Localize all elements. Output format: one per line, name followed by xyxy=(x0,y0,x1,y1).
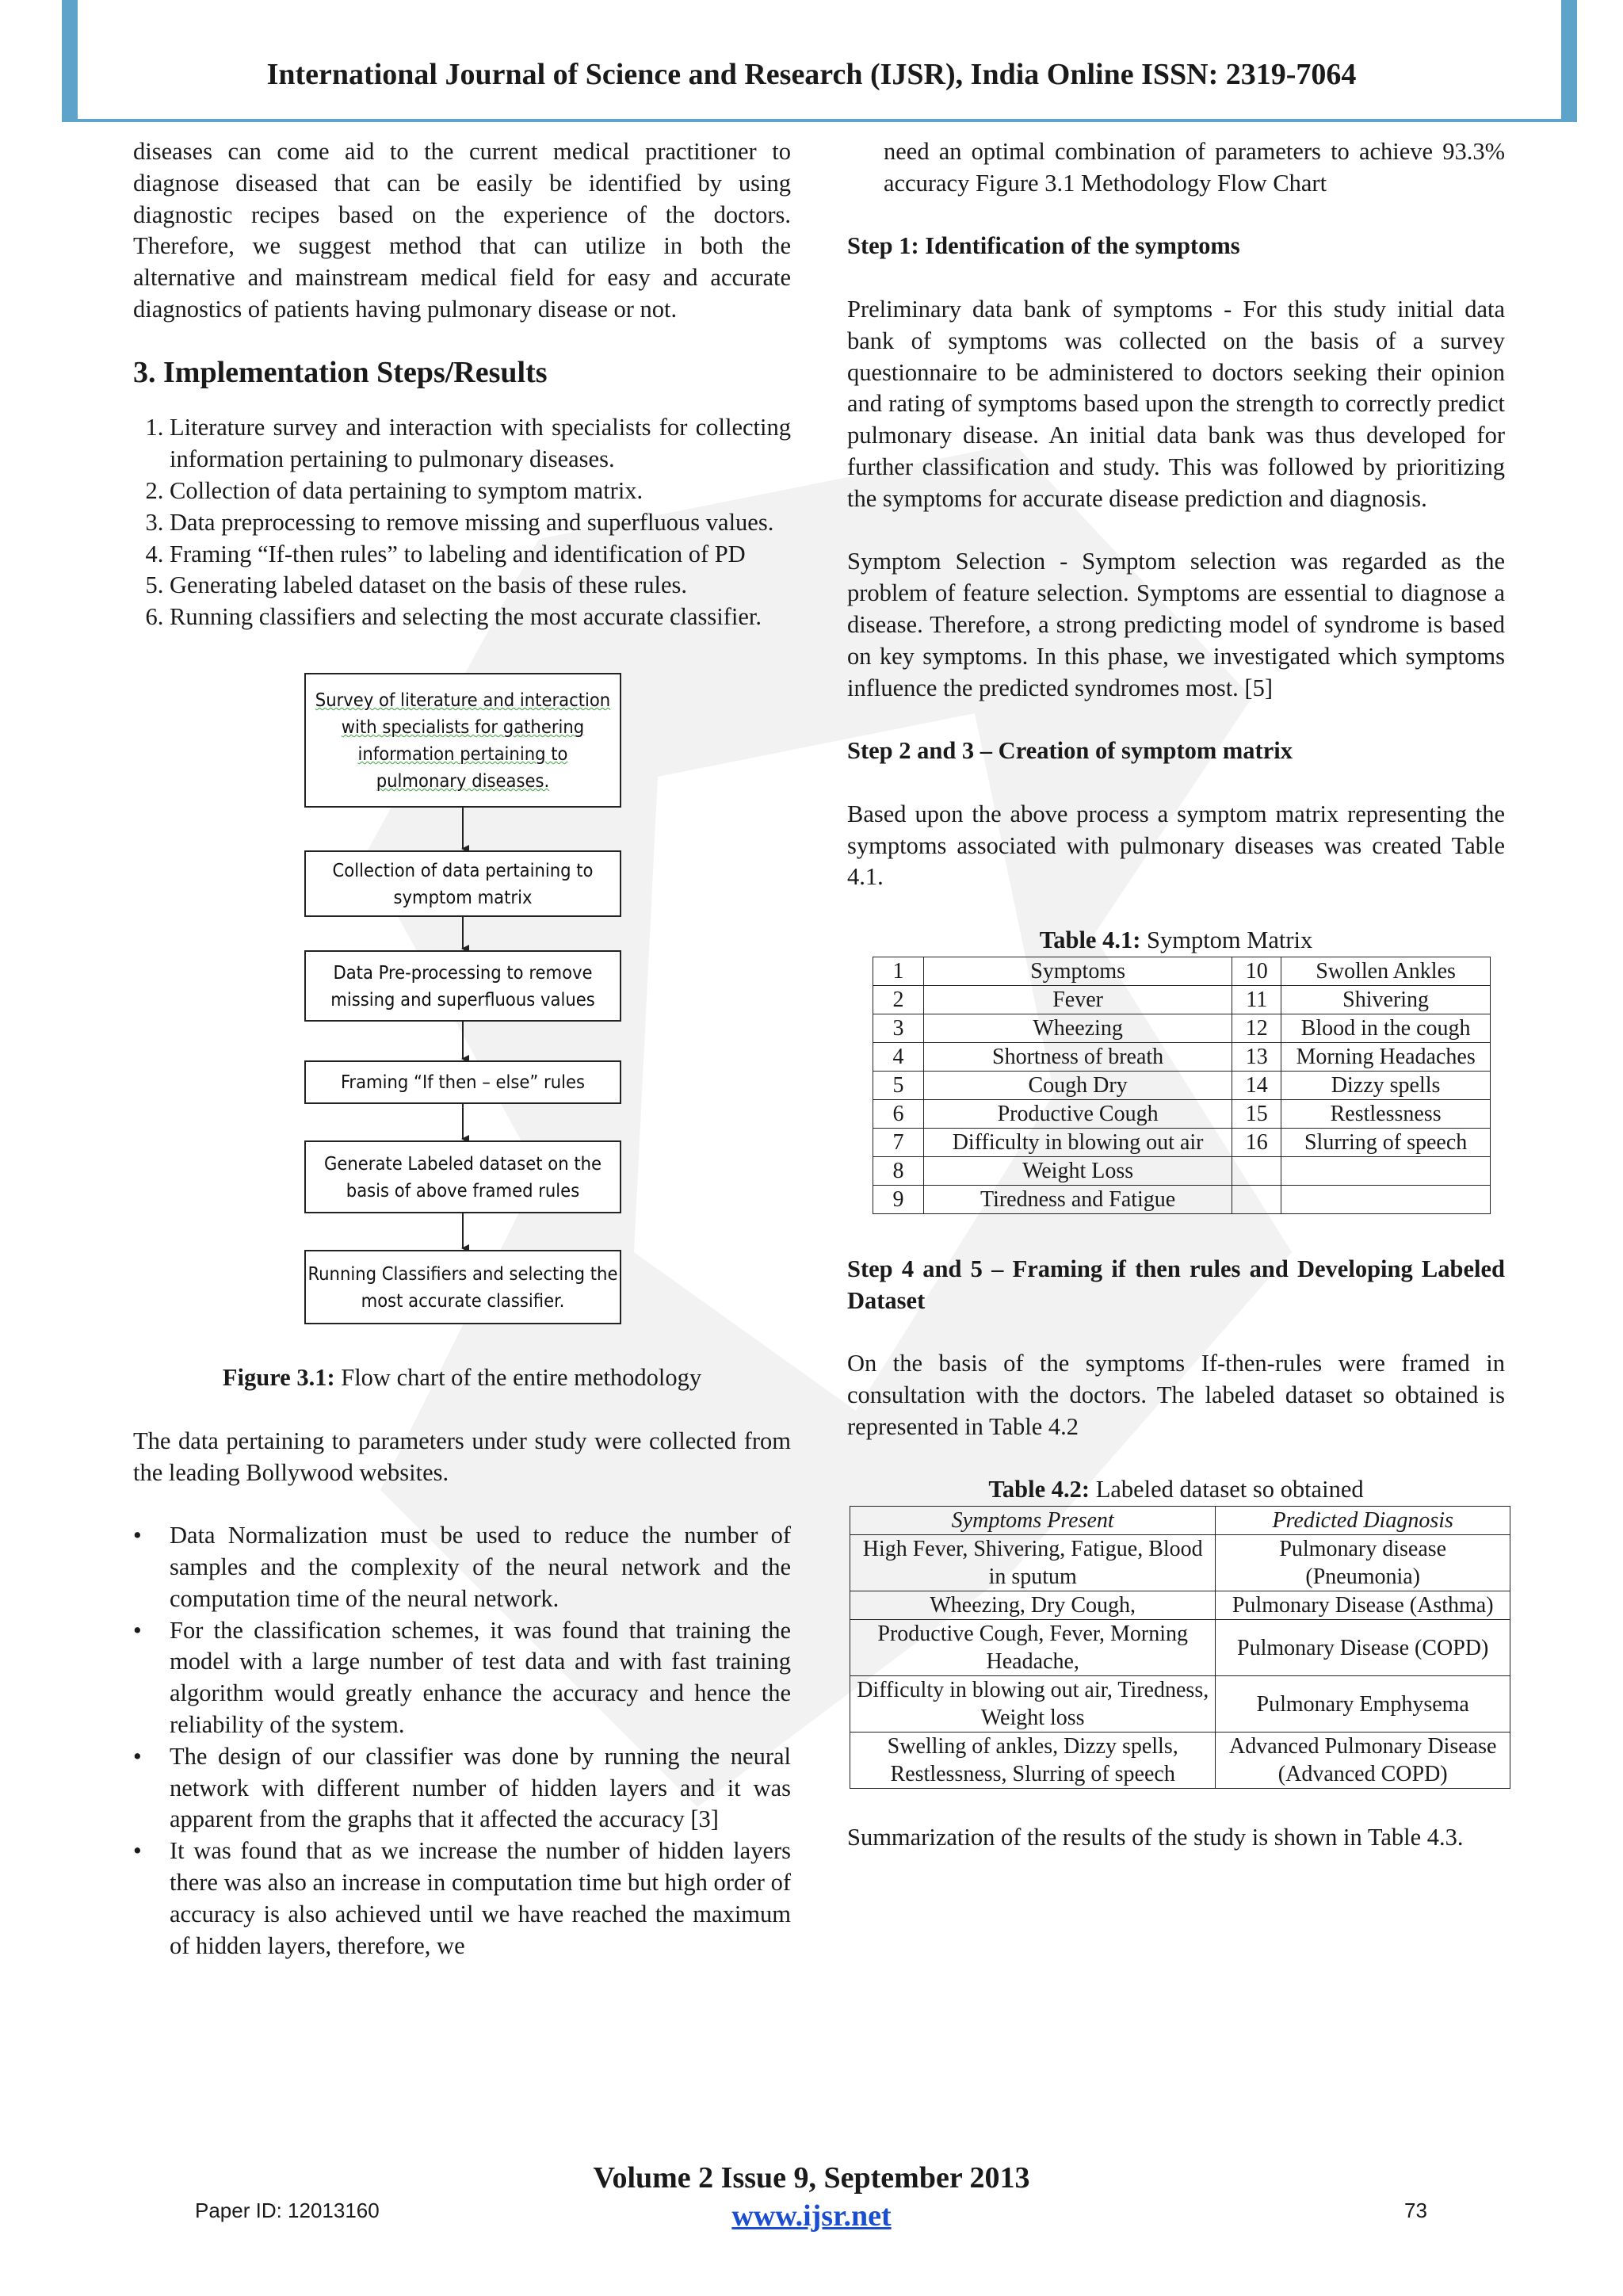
summary-paragraph: Summarization of the results of the study is shown in Table 4.3. xyxy=(847,1824,1464,1851)
continuation-paragraph: need an optimal combination of parameters to achieve 93.3% accuracy Figure 3.1 Methodology Flow Chart xyxy=(884,138,1505,197)
section-title: 3. Implementation Steps/Results xyxy=(133,355,548,389)
table-cell: Weight Loss xyxy=(923,1156,1232,1185)
list-item: • Data Normalization must be used to reduce the number of samples and the complexity of the neural network and the computation time of the neural network. xyxy=(170,1520,791,1614)
list-item: • The design of our classifier was done by running the neural network with different number of hidden layers and it was apparent from the graphs that it affected the accuracy [3] xyxy=(170,1741,791,1836)
table-cell: Blood in the cough xyxy=(1281,1014,1491,1042)
table-cell: 6 xyxy=(873,1099,924,1128)
table-cell: 9 xyxy=(873,1185,924,1213)
flowchart-box-label: Framing “If then – else” rules xyxy=(340,1071,586,1094)
flowchart-box-label: Survey of literature and interaction with specialists for gathering information pertaining to pulmonary diseases. xyxy=(315,688,611,792)
table-cell: Pulmonary Disease (COPD) xyxy=(1216,1620,1510,1676)
table-cell: 8 xyxy=(873,1156,924,1185)
list-item: 4. Framing “If-then rules” to labeling and identification of PD xyxy=(170,539,791,571)
table-row xyxy=(850,1676,1510,1733)
table-cell: 14 xyxy=(1232,1071,1281,1099)
table42-caption-text: Labeled dataset so obtained xyxy=(1095,1476,1364,1503)
flowchart-box-label: Running Classifiers and selecting the most accurate classifier. xyxy=(307,1262,618,1312)
step23-paragraph: Based upon the above process a symptom matrix representing the symptoms associated with pulmonary diseases was created Table 4.1. xyxy=(847,800,1505,891)
table-cell: Shivering xyxy=(1281,985,1491,1014)
table-cell: Pulmonary Emphysema xyxy=(1216,1676,1510,1733)
right-column xyxy=(847,136,1505,1885)
table-cell: 2 xyxy=(873,985,924,1014)
table-row xyxy=(850,1535,1510,1591)
table41-caption xyxy=(847,925,1505,957)
table-cell: 5 xyxy=(873,1071,924,1099)
table-cell: 15 xyxy=(1232,1099,1281,1128)
table-row xyxy=(873,1014,1491,1042)
flowchart-box-label: Data Pre-processing to remove missing and superfluous values xyxy=(330,961,595,1010)
table-cell: Wheezing xyxy=(923,1014,1232,1042)
table-cell: Pulmonary disease (Pneumonia) xyxy=(1216,1535,1510,1591)
footer-website-text[interactable]: www.ijsr.net xyxy=(731,2199,892,2233)
footer-volume: Volume 2 Issue 9, September 2013 xyxy=(593,2161,1030,2195)
figure-caption xyxy=(133,1362,791,1394)
table-cell: Cough Dry xyxy=(923,1071,1232,1099)
table-cell: Symptoms xyxy=(923,957,1232,985)
symptom-matrix-table xyxy=(873,957,1491,1214)
list-item: 3. Data preprocessing to remove missing and superfluous values. xyxy=(170,507,791,539)
table-row xyxy=(873,1156,1491,1185)
table-cell: 11 xyxy=(1232,985,1281,1014)
table-cell: Dizzy spells xyxy=(1281,1071,1491,1099)
table-cell: 3 xyxy=(873,1014,924,1042)
table-header-cell: Symptoms Present xyxy=(850,1507,1216,1535)
flowchart-box-preprocessing xyxy=(304,950,621,1022)
table-row xyxy=(873,985,1491,1014)
table-header-row xyxy=(850,1507,1510,1535)
table-row xyxy=(850,1733,1510,1789)
table-cell: High Fever, Shivering, Fatigue, Blood in sputum xyxy=(850,1535,1216,1591)
list-item: 6. Running classifiers and selecting the most accurate classifier. xyxy=(170,602,791,633)
table-cell: Productive Cough xyxy=(923,1099,1232,1128)
list-item: • It was found that as we increase the number of hidden layers there was also an increase in computation time but high order of accuracy is also achieved until we have reached the maximum of hidden layers, therefore, we xyxy=(170,1836,791,1962)
flowchart-box-collection xyxy=(304,850,621,917)
step1-heading: Step 1: Identification of the symptoms xyxy=(847,232,1240,260)
table-header-cell: Predicted Diagnosis xyxy=(1216,1507,1510,1535)
findings-bullet-list xyxy=(133,1520,791,1962)
flowchart-box-classifiers xyxy=(304,1250,621,1324)
intro-paragraph: diseases can come aid to the current medical practitioner to diagnose diseased that can be easily be identified by using diagnostic recipes based on the experience of the doctors. Therefore, we suggest method that can utilize in both the alternative and mainstream medical field for easy and accurate diagnostics of patients having pulmonary disease or not. xyxy=(133,138,791,323)
table42-caption xyxy=(847,1474,1505,1506)
table-cell: 13 xyxy=(1232,1042,1281,1071)
table-cell: Morning Headaches xyxy=(1281,1042,1491,1071)
table-cell: Difficulty in blowing out air, Tiredness, Weight loss xyxy=(850,1676,1216,1733)
selection-paragraph xyxy=(847,546,1505,704)
list-item: 1. Literature survey and interaction with specialists for collecting information pertaining to pulmonary diseases. xyxy=(170,412,791,476)
table-cell: 10 xyxy=(1232,957,1281,985)
journal-title: International Journal of Science and Research (IJSR), India Online ISSN: 2319-7064 xyxy=(266,58,1357,91)
data-paragraph: The data pertaining to parameters under study were collected from the leading Bollywood websites. xyxy=(133,1427,791,1486)
flowchart-box-survey xyxy=(304,673,621,808)
table-cell xyxy=(1281,1185,1491,1213)
flowchart-box-label: Generate Labeled dataset on the basis of above framed rules xyxy=(323,1152,602,1201)
table-cell: 12 xyxy=(1232,1014,1281,1042)
table-row xyxy=(873,1071,1491,1099)
list-item: • For the classification schemes, it was found that training the model with a large number of test data and with fast training algorithm would greatly enhance the accuracy and hence the reliability of the system. xyxy=(170,1615,791,1741)
methodology-flowchart xyxy=(133,673,791,1354)
paper-id: Paper ID: 12013160 xyxy=(195,2199,380,2222)
prelim-text: For this study initial data bank of symptoms was collected on the basis of a survey questionnaire to be administered to doctors seeking their opinion and rating of symptoms based upon the strength to correctly predict pulmonary disease. An initial data bank was thus developed for further classification and study. This was followed by prioritizing the symptoms for accurate disease prediction and diagnosis. xyxy=(847,295,1505,512)
flowchart-box-label: Collection of data pertaining to symptom matrix xyxy=(332,858,594,908)
header-rule xyxy=(62,119,1577,122)
table-cell: Difficulty in blowing out air xyxy=(923,1128,1232,1156)
table41-caption-text: Symptom Matrix xyxy=(1147,926,1313,953)
implementation-steps-list xyxy=(133,412,791,633)
figure-caption-text: Flow chart of the entire methodology xyxy=(341,1363,702,1391)
flowchart-box-rules xyxy=(304,1060,621,1104)
selection-label: Symptom Selection - xyxy=(847,548,1068,575)
selection-text: Symptom selection was regarded as the problem of feature selection. Symptoms are essential to diagnose a disease. Therefore, a strong predicting model of syndrome is based on key symptoms. In this phase, we investigated which symptoms influence the predicted syndromes most. [5] xyxy=(847,548,1505,701)
table42-caption-label: Table 4.2: xyxy=(988,1476,1090,1503)
table-cell: Fever xyxy=(923,985,1232,1014)
table-cell: Restlessness xyxy=(1281,1099,1491,1128)
step23-heading: Step 2 and 3 – Creation of symptom matrix xyxy=(847,737,1293,765)
table-cell: Wheezing, Dry Cough, xyxy=(850,1591,1216,1620)
table-cell xyxy=(1281,1156,1491,1185)
table-cell: Tiredness and Fatigue xyxy=(923,1185,1232,1213)
table-row xyxy=(873,1042,1491,1071)
table-cell: Productive Cough, Fever, Morning Headache, xyxy=(850,1620,1216,1676)
table-cell: Pulmonary Disease (Asthma) xyxy=(1216,1591,1510,1620)
left-column xyxy=(133,136,791,1962)
step45-heading: Step 4 and 5 – Framing if then rules and Developing Labeled Dataset xyxy=(847,1255,1505,1314)
table-row xyxy=(873,1185,1491,1213)
table-cell: 16 xyxy=(1232,1128,1281,1156)
table41-caption-label: Table 4.1: xyxy=(1039,926,1141,953)
table-cell: 1 xyxy=(873,957,924,985)
table-row xyxy=(873,1099,1491,1128)
table-cell: Swollen Ankles xyxy=(1281,957,1491,985)
labeled-dataset-table xyxy=(850,1506,1510,1789)
table-cell xyxy=(1232,1185,1281,1213)
prelim-label: Preliminary data bank of symptoms - xyxy=(847,295,1232,323)
table-cell: Slurring of speech xyxy=(1281,1128,1491,1156)
table-cell: Advanced Pulmonary Disease (Advanced COPD) xyxy=(1216,1733,1510,1789)
table-row xyxy=(873,957,1491,985)
page-number: 73 xyxy=(1404,2199,1427,2222)
step45-paragraph: On the basis of the symptoms If-then-rules were framed in consultation with the doctors. The labeled dataset so obtained is represented in Table 4.2 xyxy=(847,1350,1505,1440)
table-cell: Shortness of breath xyxy=(923,1042,1232,1071)
flowchart-box-labeled-dataset xyxy=(304,1140,621,1213)
list-item: 5. Generating labeled dataset on the basis of these rules. xyxy=(170,570,791,602)
table-row xyxy=(873,1128,1491,1156)
table-cell: Swelling of ankles, Dizzy spells, Restlessness, Slurring of speech xyxy=(850,1733,1216,1789)
table-cell xyxy=(1232,1156,1281,1185)
figure-caption-label: Figure 3.1: xyxy=(222,1363,335,1391)
list-item: 2. Collection of data pertaining to symptom matrix. xyxy=(170,476,791,507)
prelim-paragraph xyxy=(847,294,1505,515)
table-row xyxy=(850,1620,1510,1676)
table-cell: 7 xyxy=(873,1128,924,1156)
table-row xyxy=(850,1591,1510,1620)
table-cell: 4 xyxy=(873,1042,924,1071)
